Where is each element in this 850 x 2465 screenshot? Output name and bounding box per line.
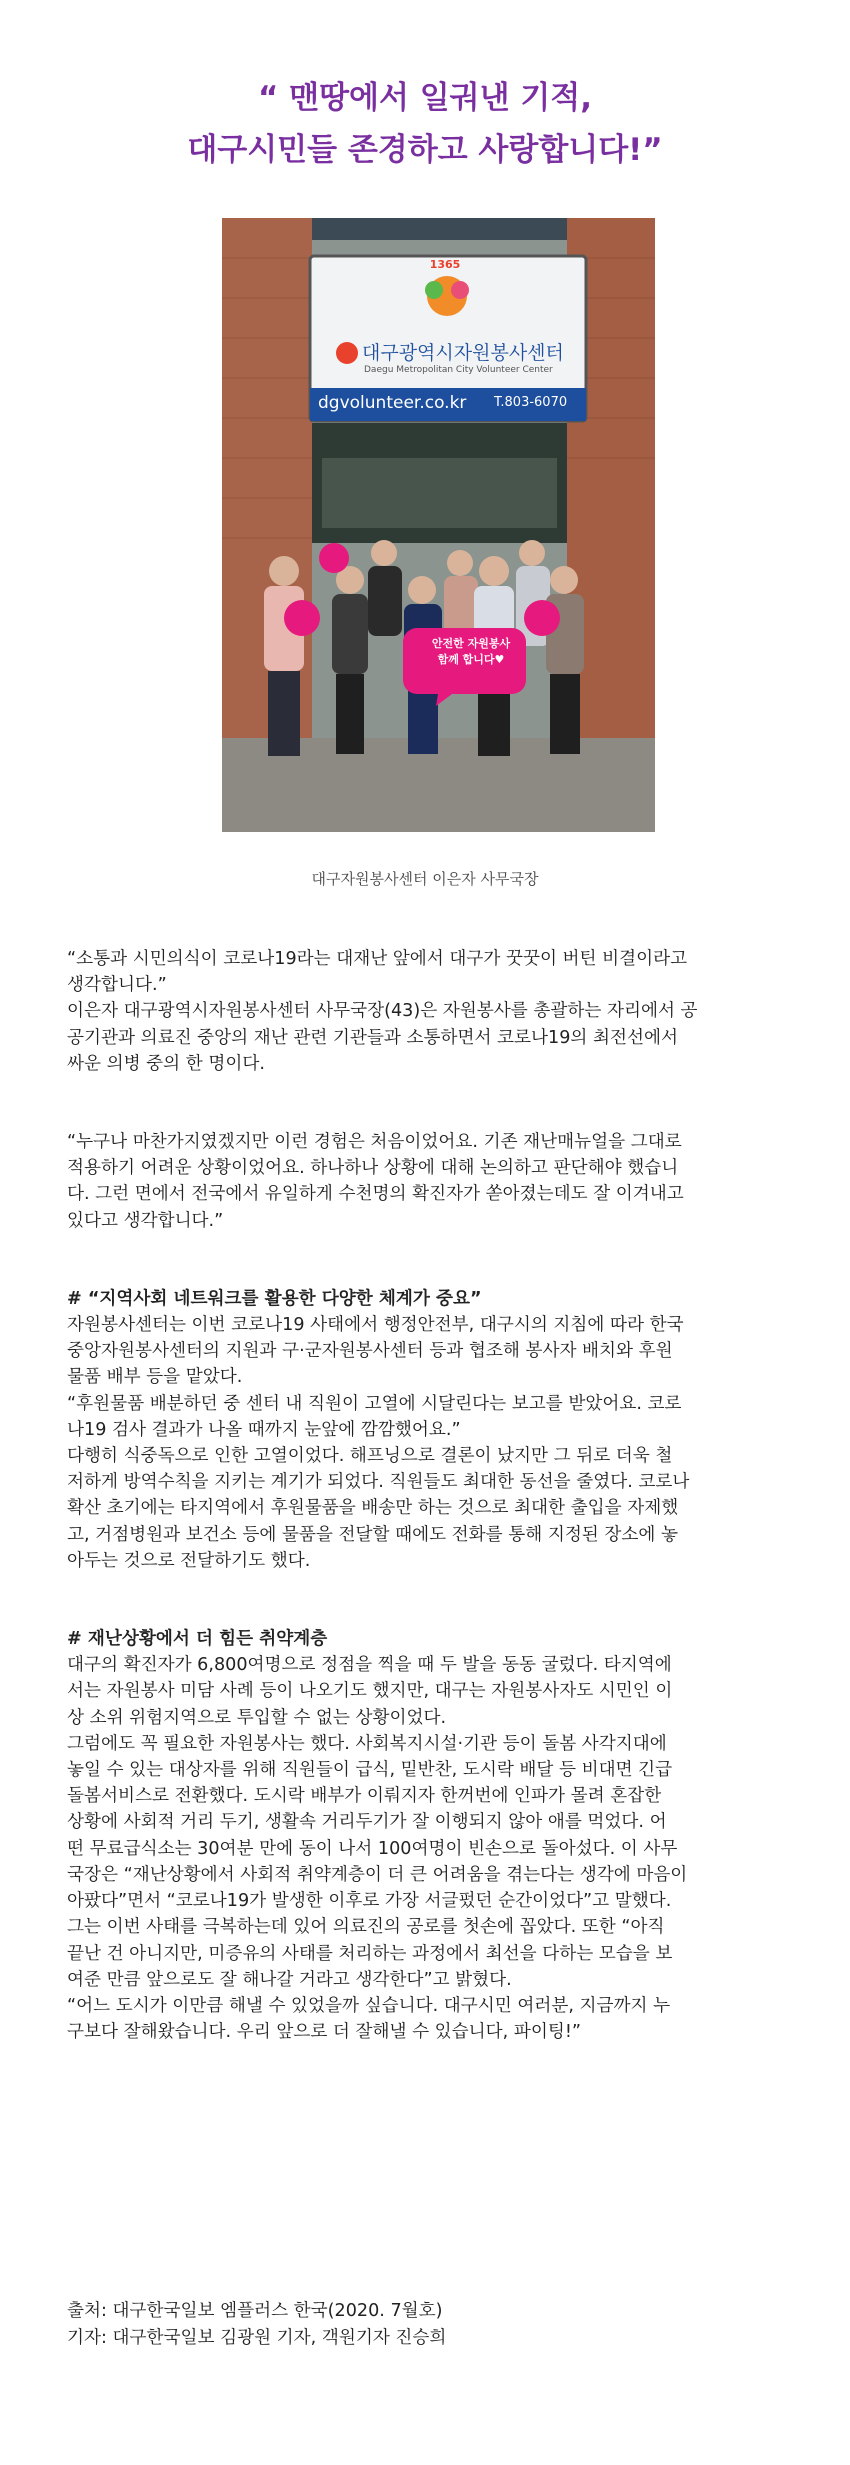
speech-bubble-text: 안전한 자원봉사 함께 합니다♥ — [431, 637, 511, 666]
headline-line-1: “ 맨땅에서 일궈낸 기적, — [257, 80, 593, 116]
reporter-line: 기자: 대구한국일보 김광원 기자, 객원기자 진승희 — [67, 2328, 447, 2348]
article-body — [67, 946, 785, 2045]
section-heading: # “지역사회 네트워크를 활용한 다양한 체계가 중요” — [67, 1288, 482, 1309]
photo-caption: 대구자원봉사센터 이은자 사무국장 — [311, 870, 539, 888]
sign-title: 대구광역시자원봉사센터 — [362, 342, 564, 364]
article-photo — [222, 218, 655, 832]
source-line: 출처: 대구한국일보 엠플러스 한국(2020. 7월호) — [67, 2301, 443, 2321]
paragraph-gap — [67, 1234, 785, 1286]
headline — [0, 72, 850, 176]
group-photo-illustration — [222, 218, 655, 832]
section-heading: # 재난상황에서 더 힘든 취약계층 — [67, 1629, 328, 1650]
headline-line-2: 대구시민들 존경하고 사랑합니다!” — [187, 132, 663, 168]
article-paragraph: “소통과 시민의식이 코로나19라는 대재난 앞에서 대구가 꿋꿋이 버틴 비결이라고 생각합니다.” 이은자 대구광역시자원봉사센터 사무국장(43)은 자원봉사를 총괄하는 자리에서 공 공기관과 의료진 중앙의 재난 관련 기관들과 소통하면서 코로나19의 최전선에서 싸운 의병 중의 한 명이다. — [67, 949, 698, 1074]
sign-phone: T.803-6070 — [494, 395, 568, 410]
paragraph-gap — [67, 1077, 785, 1129]
sign-website: dgvolunteer.co.kr — [318, 393, 467, 413]
article-paragraph: 자원봉사센터는 이번 코로나19 사태에서 행정안전부, 대구시의 지침에 따라 한국 중앙자원봉사센터의 지원과 구·군자원봉사센터 등과 협조해 봉사자 배치와 후원 물품 배부 등을 맡았다. “후원물품 배분하던 중 센터 내 직원이 고열에 시달린다는 보고를 받았어요. 코로 나19 검사 결과가 나올 때까지 눈앞에 깜깜했어요.” 다행히 식중독으로 인한 고열이었다. 해프닝으로 결론이 났지만 그 뒤로 더욱 철 저하게 방역수칙을 지키는 계기가 되었다. 직원들도 최대한 동선을 줄였다. 코로나 확산 초기에는 타지역에서 후원물품을 배송만 하는 것으로 최대한 출입을 자제했 고, 거점병원과 보건소 등에 물품을 전달할 때에도 전화를 통해 지정된 장소에 놓 아두는 것으로 전달하기도 했다. — [67, 1315, 690, 1571]
sign-subtitle: Daegu Metropolitan City Volunteer Center — [364, 365, 553, 375]
paragraph-gap — [67, 1574, 785, 1626]
article-paragraph: 대구의 확진자가 6,800여명으로 정점을 찍을 때 두 발을 동동 굴렀다. 타지역에 서는 자원봉사 미담 사례 등이 나오기도 했지만, 대구는 자원봉사자도 시민인 이 상 소위 위험지역으로 투입할 수 없는 상황이었다. 그럼에도 꼭 필요한 자원봉사는 했다. 사회복지시설·기관 등이 돌봄 사각지대에 놓일 수 있는 대상자를 위해 직원들이 급식, 밑반찬, 도시락 배달 등 비대면 긴급 돌봄서비스로 전환했다. 도시락 배부가 이뤄지자 한꺼번에 인파가 몰려 혼잡한 상황에 사회적 거리 두기, 생활속 거리두기가 잘 이행되지 않아 애를 먹었다. 어 떤 무료급식소는 30여분 만에 동이 나서 100여명이 빈손으로 돌아섰다. 이 사무 국장은 “재난상황에서 사회적 취약계층이 더 큰 어려움을 겪는다는 생각에 마음이 아팠다”면서 “코로나19가 발생한 이후로 가장 서글펐던 순간이었다”고 말했다. 그는 이번 사태를 극복하는데 있어 의료진의 공로를 첫손에 꼽았다. 또한 “아직 끝난 건 아니지만, 미증유의 사태를 처리하는 과정에서 최선을 다하는 모습을 보 여준 만큼 앞으로도 잘 해나갈 거라고 생각한다”고 밝혔다. “어느 도시가 이만큼 해낼 수 있었을까 싶습니다. 대구시민 여러분, 지금까지 누 구보다 잘해왔습니다. 우리 앞으로 더 잘해낼 수 있습니다, 파이팅!” — [67, 1655, 688, 2043]
sign-logo-number: 1365 — [429, 258, 461, 271]
article-paragraph: “누구나 마찬가지였겠지만 이런 경험은 처음이었어요. 기존 재난매뉴얼을 그대로 적용하기 어려운 상황이었어요. 하나하나 상황에 대해 논의하고 판단해야 했습니 다. 그런 면에서 전국에서 유일하게 수천명의 확진자가 쏟아졌는데도 잘 이겨내고 있다고 생각합니다.” — [67, 1132, 684, 1231]
source-credits — [67, 2298, 446, 2352]
